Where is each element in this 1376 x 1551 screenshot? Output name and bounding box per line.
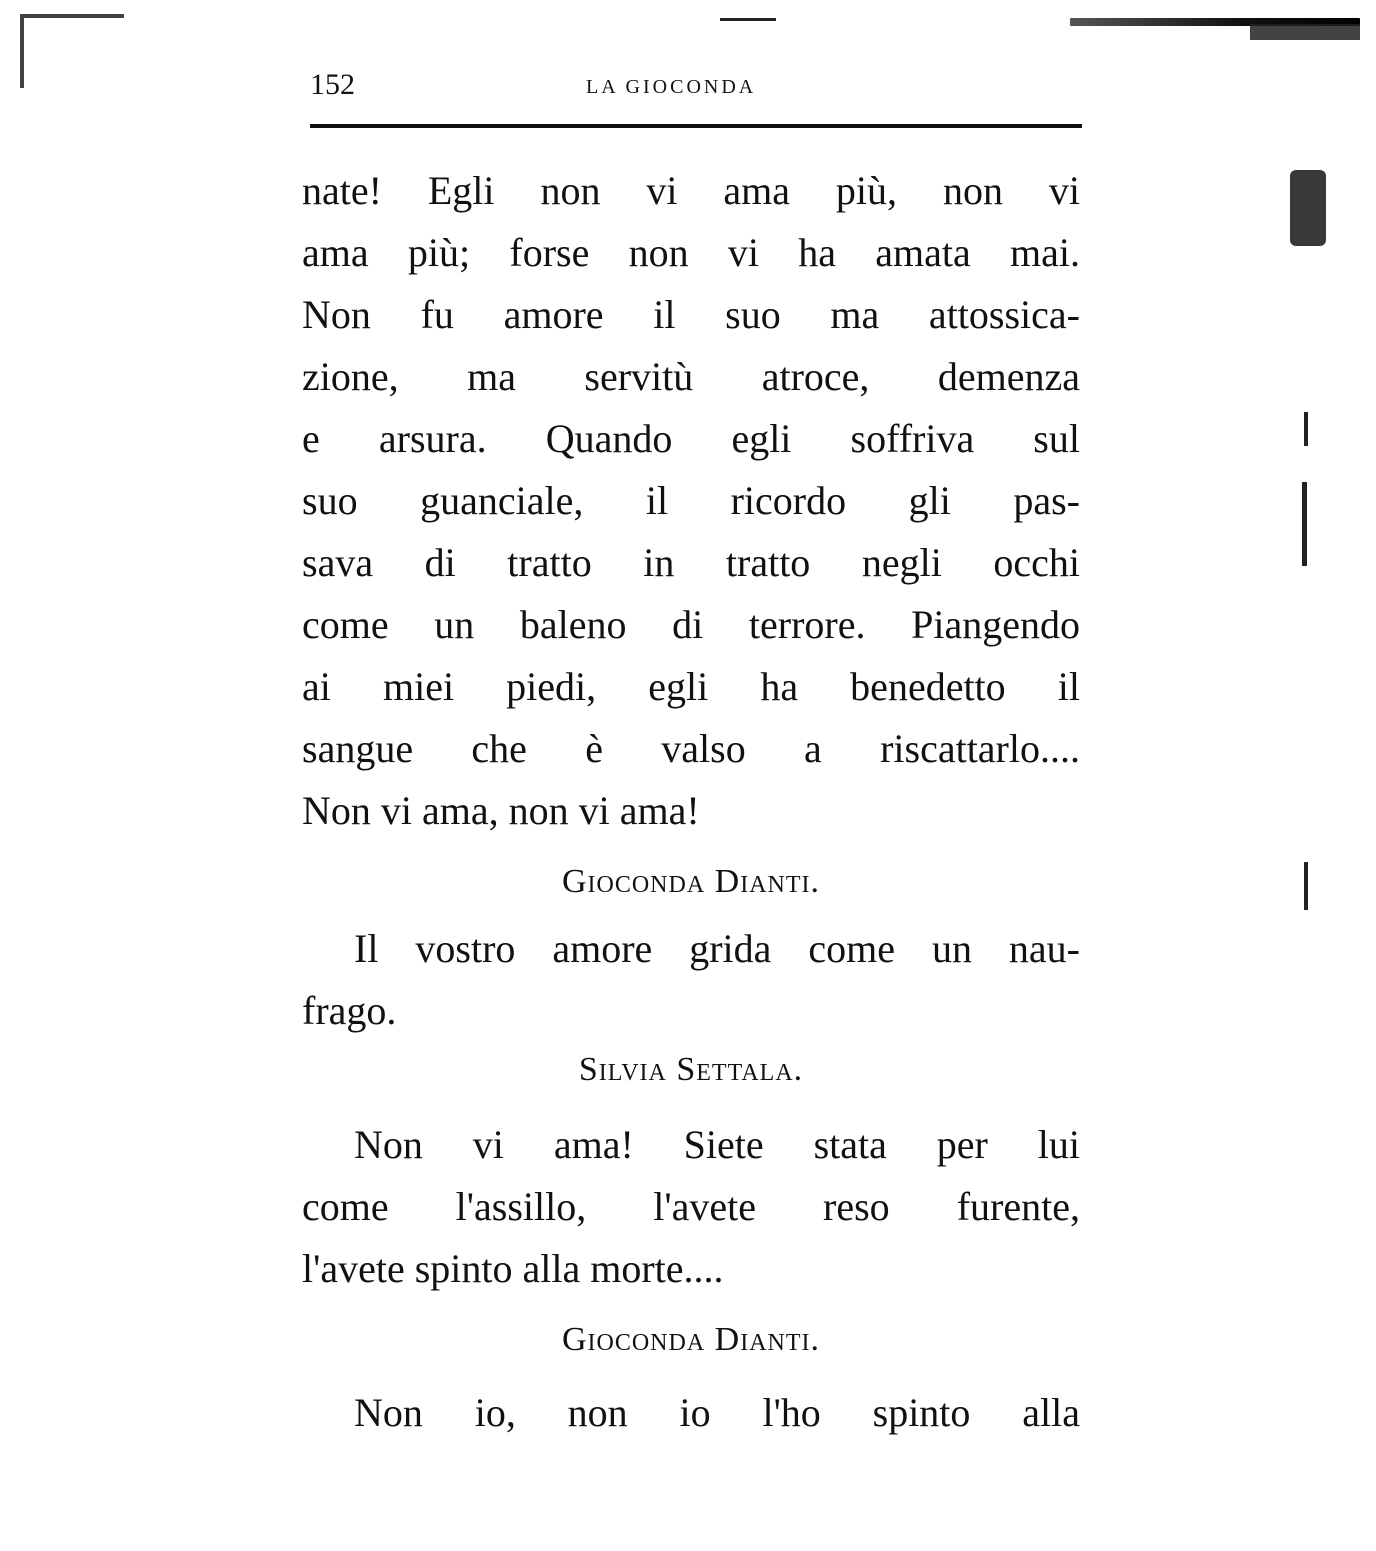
text-line: ai miei piedi, egli ha benedetto il bbox=[302, 664, 1080, 709]
text-line: Il vostro amore grida come un nau- bbox=[354, 926, 1080, 971]
page-number: 152 bbox=[310, 68, 355, 101]
scan-margin-tick bbox=[1302, 482, 1307, 566]
scan-margin-tick bbox=[1304, 862, 1308, 910]
header-rule bbox=[310, 124, 1082, 128]
text-line: frago. bbox=[302, 988, 397, 1033]
scan-margin-blot bbox=[1290, 170, 1326, 246]
text-line: Non vi ama, non vi ama! bbox=[302, 788, 700, 833]
speech-paragraph bbox=[302, 160, 1080, 842]
speech-paragraph bbox=[302, 1382, 1080, 1444]
speaker-name: Gioconda Dianti. bbox=[561, 863, 821, 900]
page-text bbox=[302, 160, 1080, 1444]
speaker-name: Gioconda Dianti. bbox=[561, 1321, 821, 1358]
text-line: Non fu amore il suo ma attossica- bbox=[302, 292, 1080, 337]
speech-paragraph bbox=[302, 1114, 1080, 1300]
text-line: Non io, non io l'ho spinto alla bbox=[354, 1390, 1080, 1435]
text-line: sava di tratto in tratto negli occhi bbox=[302, 540, 1080, 585]
speech-paragraph bbox=[302, 918, 1080, 1042]
text-line: come l'assillo, l'avete reso furente, bbox=[302, 1184, 1080, 1229]
scan-top-mark bbox=[720, 18, 776, 21]
scan-top-right-artifact-dark bbox=[1250, 24, 1360, 40]
scan-corner-artifact bbox=[20, 14, 124, 88]
text-line: l'avete spinto alla morte.... bbox=[302, 1246, 724, 1291]
text-line: come un baleno di terrore. Piangendo bbox=[302, 602, 1080, 647]
scan-margin-tick bbox=[1304, 412, 1308, 446]
text-line: e arsura. Quando egli soffriva sul bbox=[302, 416, 1080, 461]
text-line: zione, ma servitù atroce, demenza bbox=[302, 354, 1080, 399]
text-line: sangue che è valso a riscattarlo.... bbox=[302, 726, 1080, 771]
text-line: Non vi ama! Siete stata per lui bbox=[354, 1122, 1080, 1167]
speaker-name: Silvia Settala. bbox=[578, 1051, 804, 1088]
text-line: ama più; forse non vi ha amata mai. bbox=[302, 230, 1080, 275]
text-line: suo guanciale, il ricordo gli pas- bbox=[302, 478, 1080, 523]
running-title: LA GIOCONDA bbox=[586, 76, 757, 98]
running-head bbox=[310, 68, 1082, 108]
text-line: nate! Egli non vi ama più, non vi bbox=[302, 168, 1080, 213]
